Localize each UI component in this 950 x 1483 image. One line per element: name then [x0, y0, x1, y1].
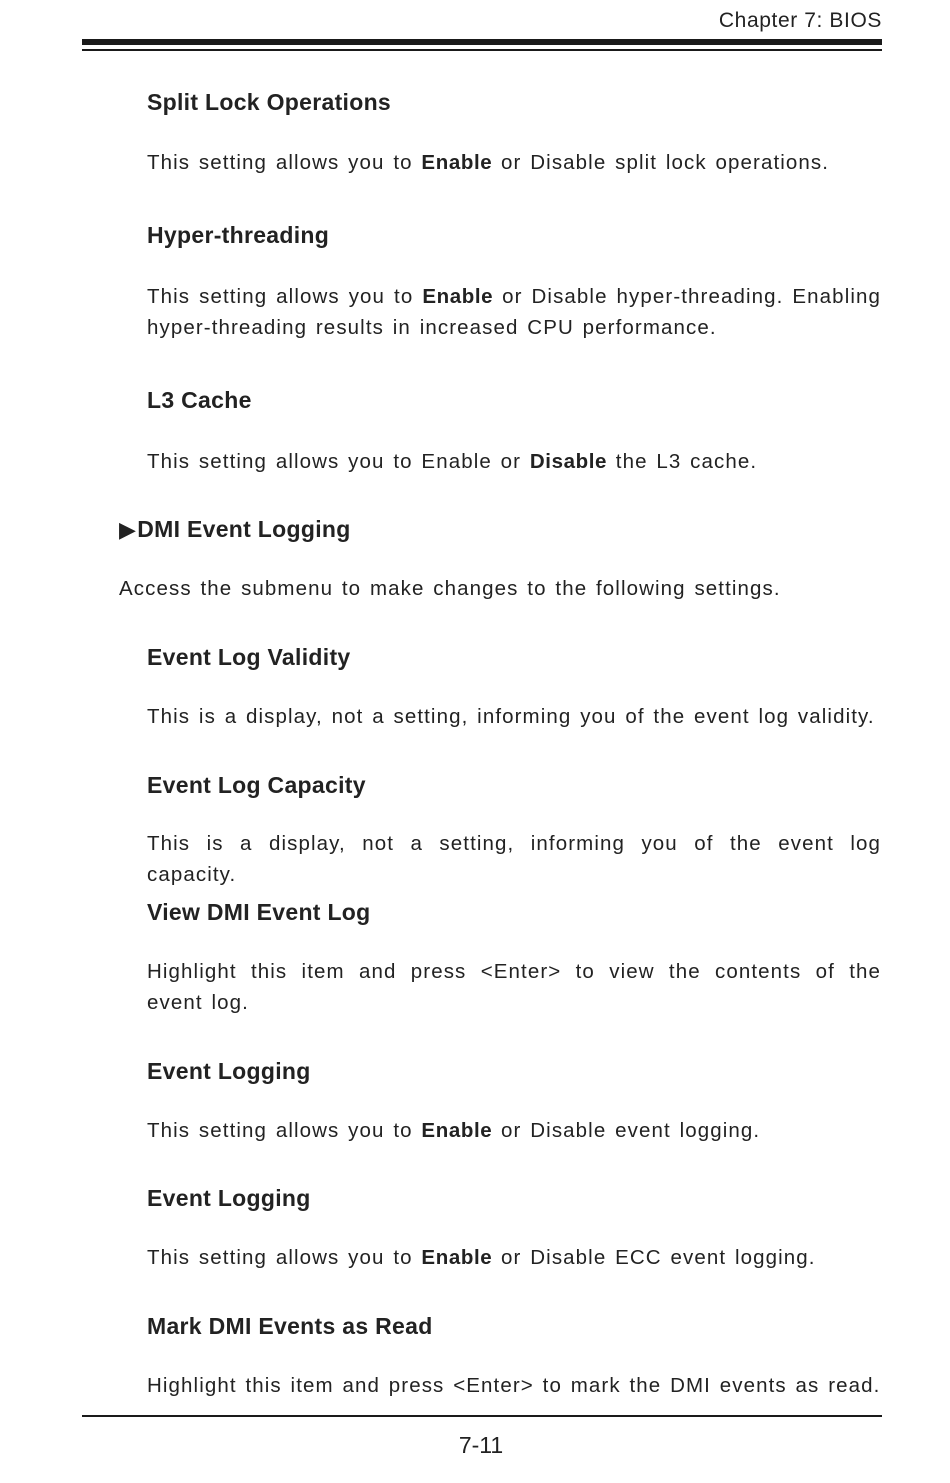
disable-default-label: Disable	[529, 450, 607, 473]
enable-default-label: Enable	[421, 1119, 493, 1142]
dmi-event-logging-heading: ▶DMI Event Logging	[119, 516, 351, 542]
event-logging-description: This setting allows you to Enable or Disable event logging.	[147, 1119, 761, 1142]
enable-default-label: Enable	[421, 151, 493, 174]
header-rule-thin	[82, 49, 882, 51]
page-number: 7-11	[458, 1432, 504, 1458]
split-lock-description: This setting allows you to Enable or Disable split lock operations.	[147, 151, 830, 174]
view-dmi-event-log-heading: View DMI Event Log	[147, 899, 371, 925]
chapter-header: Chapter 7: BIOS	[718, 9, 882, 32]
hyper-threading-heading: Hyper-threading	[147, 222, 330, 248]
event-log-validity-description: This is a display, not a setting, informing you of the event log validity.	[147, 705, 875, 728]
header-rule-thick	[82, 39, 882, 45]
split-lock-heading: Split Lock Operations	[147, 89, 392, 115]
event-log-capacity-description: This is a display, not a setting, informing you of the event log capacity.	[147, 832, 881, 886]
view-dmi-event-log-description: Highlight this item and press <Enter> to view the contents of the event log.	[147, 960, 881, 1014]
submenu-arrow-icon: ▶	[119, 517, 137, 542]
enable-default-label: Enable	[421, 1246, 493, 1269]
event-log-validity-heading: Event Log Validity	[147, 644, 351, 670]
ecc-event-logging-description: This setting allows you to Enable or Disable ECC event logging.	[147, 1246, 816, 1269]
enable-default-label: Enable	[422, 285, 494, 308]
dmi-event-logging-description: Access the submenu to make changes to the following settings.	[119, 577, 781, 600]
event-logging-heading: Event Logging	[147, 1058, 311, 1084]
event-log-capacity-heading: Event Log Capacity	[147, 772, 366, 798]
mark-dmi-events-description: Highlight this item and press <Enter> to mark the DMI events as read.	[147, 1374, 881, 1397]
footer-rule	[82, 1415, 882, 1417]
mark-dmi-events-heading: Mark DMI Events as Read	[147, 1313, 433, 1339]
l3-cache-description: This setting allows you to Enable or Disable the L3 cache.	[147, 450, 758, 473]
ecc-event-logging-heading: Event Logging	[147, 1185, 311, 1211]
hyper-threading-description: This setting allows you to Enable or Disable hyper-threading. Enabling hyper-threading results in increased CPU performance.	[147, 285, 881, 339]
l3-cache-heading: L3 Cache	[147, 387, 252, 413]
